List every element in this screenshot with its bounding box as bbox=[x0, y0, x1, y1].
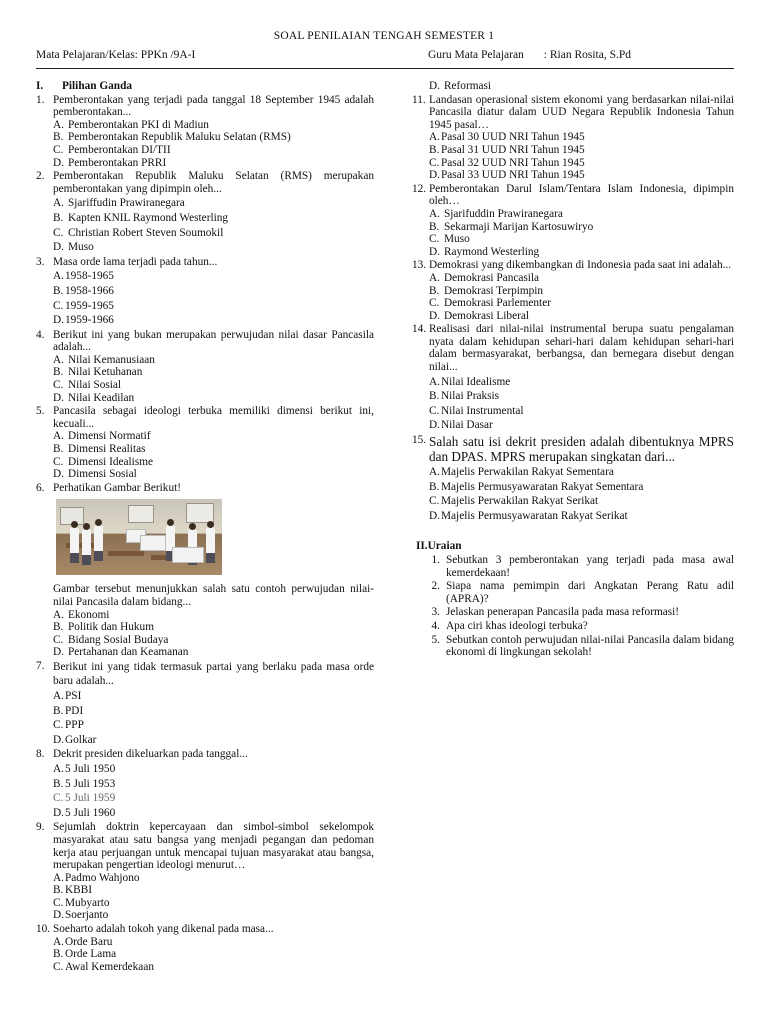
question-4: 4. Berikut ini yang bukan merupakan perwujudan nilai dasar Pancasila adalah... bbox=[36, 328, 374, 354]
section-heading-multiple-choice: I. Pilihan Ganda bbox=[36, 80, 133, 92]
options-q11: A. Pasal 30 UUD NRI Tahun 1945 B. Pasal 31 UUD NRI Tahun 1945 C. Pasal 32 UUD NRI Tahun 1945 D. Pasal 33 UUD NRI Tahun 1945 bbox=[429, 131, 585, 182]
options-q15: A. Majelis Perwakilan Rakyat Sementara B. Majelis Permusyawaratan Rakyat Sementara C. Majelis Perwakilan Rakyat Serikat D. Majelis Permusyawaratan Rakyat Serikat bbox=[429, 466, 644, 522]
classroom-photo bbox=[56, 499, 222, 575]
essay-question-2: 2. Siapa nama pemimpin dari Angkatan Perang Ratu adil (APRA)? bbox=[431, 580, 734, 605]
left-column bbox=[36, 80, 374, 973]
options-q9: A. Padmo Wahjono B. KBBI C. Mubyarto D. Soerjanto bbox=[53, 871, 140, 922]
options-q5: A. Dimensi Normatif B. Dimensi Realitas C. Dimensi Idealisme D. Dimensi Sosial bbox=[53, 430, 154, 481]
essay-list bbox=[420, 554, 734, 659]
teacher-info bbox=[428, 49, 631, 61]
essay-question-3: 3. Jelaskan penerapan Pancasila pada masa reformasi! bbox=[431, 606, 680, 619]
question-14: 14. Realisasi dari nilai-nilai instrumental berupa suatu pengalaman nyata dalam kehidupan sehari-hari dalam kehidupan sehari-hari dalam bermasyarakat, berbangsa, dan bernegara disebut dengan nilai... bbox=[412, 323, 734, 374]
options-q10-continued: D. Reformasi bbox=[429, 80, 492, 92]
question-5: 5. Pancasila sebagai ideologi terbuka memiliki dimensi berikut ini, kecuali... bbox=[36, 405, 374, 430]
options-q6: A. Ekonomi B. Politik dan Hukum C. Bidang Sosial Budaya D. Pertahanan dan Keamanan bbox=[53, 608, 189, 659]
options-q2: A. Sjariffudin Prawiranegara B. Kapten KNIL Raymond Westerling C. Christian Robert Steven Soumokil D. Muso bbox=[53, 197, 229, 254]
essay-question-4: 4. Apa ciri khas ideologi terbuka? bbox=[431, 619, 588, 632]
question-10: 10. Soeharto adalah tokoh yang dikenal pada masa... bbox=[36, 923, 274, 936]
question-12: 12. Pemberontakan Darul Islam/Tentara Islam Indonesia, dipimpin oleh… bbox=[412, 182, 734, 208]
question-3: 3. Masa orde lama terjadi pada tahun... bbox=[36, 255, 218, 268]
question-2: 2. Pemberontakan Republik Maluku Selatan (RMS) merupakan pemberontakan yang dipimpin oleh... bbox=[36, 170, 374, 195]
question-9: 9. Sejumlah doktrin kepercayaan dan simbol-simbol sekelompok masyarakat atau satu bangsa yang menjadi pegangan dan pedoman kerja atau perjuangan untuk mencapai tujuan masyarakat atau bangsa, merupakan pengertian ideologi menurut… bbox=[36, 821, 374, 872]
options-q3: A. 1958-1965 B. 1958-1966 C. 1959-1965 D. 1959-1966 bbox=[53, 270, 114, 327]
options-q10: A. Orde Baru B. Orde Lama C. Awal Kemerdekaan bbox=[53, 935, 154, 973]
options-q14: A. Nilai Idealisme B. Nilai Praksis C. Nilai Instrumental D. Nilai Dasar bbox=[429, 375, 524, 432]
question-11: 11. Landasan operasional sistem ekonomi yang berdasarkan nilai-nilai Pancasila diatur dalam UUD Negara Republik Indonesia Tahun 1945 pasal… bbox=[412, 93, 734, 131]
question-1: 1. Pemberontakan yang terjadi pada tanggal 18 September 1945 adalah pemberontakan... bbox=[36, 93, 374, 119]
teacher-name: : Rian Rosita, S.Pd bbox=[543, 49, 632, 61]
options-q13: A. Demokrasi Pancasila B. Demokrasi Terpimpin C. Demokrasi Parlementer D. Demokrasi Liberal bbox=[429, 271, 551, 322]
question-8: 8. Dekrit presiden dikeluarkan pada tanggal... bbox=[36, 748, 248, 761]
options-q12: A. Sjarifuddin Prawiranegara B. Sekarmaji Marijan Kartosuwiryo C. Muso D. Raymond Westerling bbox=[429, 207, 594, 258]
question-13: 13. Demokrasi yang dikembangkan di Indonesia pada saat ini adalah... bbox=[412, 259, 732, 272]
options-q4: A. Nilai Kemanusiaan B. Nilai Ketuhanan C. Nilai Sosial D. Nilai Keadilan bbox=[53, 353, 155, 404]
options-q1: A. Pemberontakan PKI di Madiun B. Pemberontakan Republik Maluku Selatan (RMS) C. Pemberontakan DI/TII D. Pemberontakan PRRI bbox=[53, 118, 291, 169]
page-title: SOAL PENILAIAN TENGAH SEMESTER 1 bbox=[273, 30, 495, 42]
question-6: 6. Perhatikan Gambar Berikut! bbox=[36, 481, 181, 494]
header-divider bbox=[36, 68, 734, 69]
teacher-label: Guru Mata Pelajaran bbox=[428, 49, 524, 61]
question-6-stem: Gambar tersebut menunjukkan salah satu contoh perwujudan nilai-nilai Pancasila dalam bidang... bbox=[53, 583, 374, 608]
question-15: 15. Salah satu isi dekrit presiden adalah dibentuknya MPRS dan DPAS. MPRS merupakan singkatan dari... bbox=[412, 434, 734, 465]
right-column bbox=[412, 80, 734, 659]
question-7: 7. Berikut ini yang tidak termasuk partai yang berlaku pada masa orde baru adalah... bbox=[36, 659, 374, 687]
section-heading-essay: II.Uraian bbox=[416, 540, 462, 553]
options-q7: A. PSI B. PDI C. PPP D. Golkar bbox=[53, 689, 97, 746]
options-q8: A. 5 Juli 1950 B. 5 Juli 1953 C. 5 Juli 1959 D. 5 Juli 1960 bbox=[53, 762, 116, 819]
essay-question-1: 1. Sebutkan 3 pemberontakan yang terjadi pada masa awal kemerdekaan! bbox=[431, 554, 734, 579]
subject-class-label: Mata Pelajaran/Kelas: PPKn /9A-I bbox=[36, 49, 196, 61]
essay-question-5: 5. Sebutkan contoh perwujudan nilai-nilai Pancasila dalam bidang ekonomi di lingkungan sekolah! bbox=[431, 633, 734, 659]
